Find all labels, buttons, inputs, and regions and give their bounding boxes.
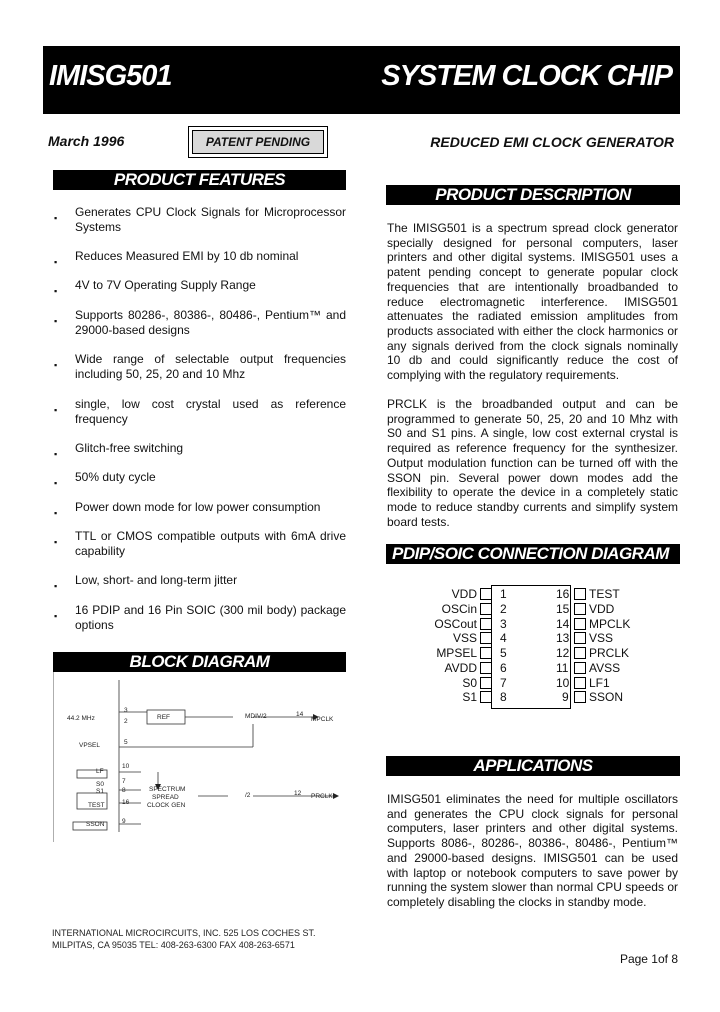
pin-name: OSCin (441, 602, 477, 616)
pin-number: 9 (562, 690, 569, 704)
diagram-label-pin8: 8 (122, 787, 126, 794)
diagram-label-pin2: 2 (124, 718, 128, 725)
diagram-label-pin14: 14 (296, 711, 304, 718)
feature-text: single, low cost crystal used as reference frequency (75, 397, 346, 426)
document-title: SYSTEM CLOCK CHIP (381, 60, 672, 92)
product-description-heading: PRODUCT DESCRIPTION (386, 185, 680, 205)
diagram-label-xtal: 44.2 MHz (67, 715, 95, 722)
pin-name: AVDD (444, 661, 477, 675)
list-item (54, 205, 346, 235)
description-paragraph: The IMISG501 is a spectrum spread clock generator specially designed for personal computers, laser printers and other digital systems. IMISG501 uses a patent pending concept to generate popular clock frequencies that are intentionally broadbanded to reduce electromagnetic interference. IMISG501 attenuates the radiated emission amplitudes from products associated with either the clock harmonics or any signals derived from the clock signals nominally 10 db and could significantly reduce the cost of complying with the regulatory requirements. (387, 221, 678, 383)
pin-number: 7 (500, 676, 507, 690)
pin-number: 10 (556, 676, 570, 690)
page-number: Page 1of 8 (619, 952, 678, 966)
pin-number: 2 (500, 602, 507, 616)
footer-address (52, 927, 316, 951)
list-item (54, 308, 346, 338)
bullet-icon: ▪ (54, 257, 58, 267)
pin-name: SSON (589, 690, 624, 704)
pin-name: S1 (462, 690, 477, 704)
bullet-icon: ▪ (54, 508, 58, 518)
bullet-icon: ▪ (54, 405, 58, 415)
pin-name: OSCout (434, 617, 477, 631)
diagram-label-pin3: 3 (124, 707, 128, 714)
feature-text: Low, short- and long-term jitter (75, 573, 238, 587)
pin-number: 11 (556, 661, 569, 675)
pin-name: LF1 (589, 676, 610, 690)
connection-diagram-heading: PDIP/SOIC CONNECTION DIAGRAM (386, 544, 680, 564)
diagram-label-pin16: 16 (122, 799, 130, 806)
diagram-label-sson: SSON (86, 821, 105, 828)
bullet-icon: ▪ (54, 360, 58, 370)
diagram-label-mpclk: MPCLK (311, 716, 334, 723)
list-item (54, 470, 346, 488)
pin-name: AVSS (589, 661, 621, 675)
bullet-icon: ▪ (54, 449, 58, 459)
diagram-label-s0: S0 (96, 781, 104, 788)
feature-text: Reduces Measured EMI by 10 db nominal (75, 249, 299, 263)
pin-number: 14 (556, 617, 570, 631)
bullet-icon: ▪ (54, 537, 58, 547)
header-bar (43, 46, 680, 114)
pin-row (0, 587, 720, 601)
patent-badge-label: PATENT PENDING (192, 130, 324, 154)
pin-number: 16 (556, 587, 570, 601)
pin-number: 3 (500, 617, 507, 631)
block-diagram-heading: BLOCK DIAGRAM (53, 652, 346, 672)
list-item (54, 529, 346, 559)
pin-name: MPSEL (436, 646, 477, 660)
diagram-label-pin7: 7 (122, 778, 126, 785)
diagram-label-spread: SPREAD (152, 794, 179, 801)
pin-box (574, 647, 586, 659)
applications-heading: APPLICATIONS (386, 756, 680, 776)
bullet-icon: ▪ (54, 316, 58, 326)
feature-text: Glitch-free switching (75, 441, 184, 455)
pin-row (0, 631, 720, 645)
pin-number: 12 (556, 646, 570, 660)
diagram-label-pin12: 12 (294, 790, 302, 797)
diagram-label-ref: REF (157, 714, 170, 721)
description-paragraph: PRCLK is the broadbanded output and can be programmed to generate 50, 25, 20 and 10 Mhz with S0 and S1 pins. A single, low cost external crystal is required as reference frequency for the synthesizer. Output modulation function can be turned off with the SSON pin. Several power down modes add the flexibility to operate the device in a completely static mode to reduce standby currents and simplify system board tests. (387, 397, 678, 529)
product-features-heading: PRODUCT FEATURES (53, 170, 346, 190)
bullet-icon: ▪ (54, 478, 58, 488)
pin-number: 8 (500, 690, 507, 704)
patent-badge (188, 126, 328, 158)
pin-name: PRCLK (589, 646, 630, 660)
pin-box (574, 691, 586, 703)
pin-box (574, 677, 586, 689)
feature-text: Power down mode for low power consumption (75, 500, 321, 514)
list-item (54, 397, 346, 427)
list-item (54, 441, 346, 459)
pin-number: 6 (500, 661, 507, 675)
feature-text: 16 PDIP and 16 Pin SOIC (300 mil body) package options (75, 603, 346, 632)
diagram-label-s1: S1 (96, 788, 104, 795)
pin-number: 5 (500, 646, 507, 660)
bullet-icon: ▪ (54, 213, 58, 223)
list-item (54, 352, 346, 382)
pin-number: 1 (500, 587, 507, 601)
pin-name: VSS (452, 631, 477, 645)
list-item (54, 573, 346, 591)
footer-line: INTERNATIONAL MICROCIRCUITS, INC. 525 LOS COCHES ST. (52, 928, 316, 938)
subtitle: REDUCED EMI CLOCK GENERATOR (430, 134, 674, 150)
pin-name: MPCLK (589, 617, 631, 631)
pin-name: VDD (451, 587, 477, 601)
pin-box (574, 618, 586, 630)
pin-name: TEST (589, 587, 620, 601)
applications-text: IMISG501 eliminates the need for multiple oscillators and generates the CPU clock signals for personal computers, laser printers and other digital systems. Supports 8086-, 80286-, 80386-, 80486-, Pentium™ and 29000-based designs. IMISG501 can be used with laptop or notebook computers to save power by running the system slower than normal CPU speeds or completely disabling the clocks in standby mode. (387, 792, 678, 909)
pin-box (574, 603, 586, 615)
diagram-label-lf: LF (96, 768, 104, 775)
pin-box (574, 662, 586, 674)
pin-row (0, 617, 720, 631)
diagram-label-vpsel: VPSEL (79, 742, 100, 749)
diagram-label-pin10: 10 (122, 763, 130, 770)
pin-number: 13 (556, 631, 570, 645)
bullet-icon: ▪ (54, 581, 58, 591)
diagram-label-div2: /2 (245, 792, 251, 799)
pin-box (574, 588, 586, 600)
feature-text: Generates CPU Clock Signals for Microprocessor Systems (75, 205, 346, 234)
pin-row (0, 676, 720, 690)
bullet-icon: ▪ (54, 611, 58, 621)
list-item (54, 249, 346, 267)
diagram-label-mdiv: MDIV/2 (245, 713, 267, 720)
diagram-label-pin9: 9 (122, 818, 126, 825)
feature-text: 4V to 7V Operating Supply Range (75, 278, 256, 292)
pin-row (0, 690, 720, 704)
diagram-label-pin5: 5 (124, 739, 128, 746)
bullet-icon: ▪ (54, 286, 58, 296)
pin-row (0, 602, 720, 616)
part-number: IMISG501 (49, 60, 172, 92)
feature-text: TTL or CMOS compatible outputs with 6mA drive capability (75, 529, 346, 558)
diagram-label-test: TEST (88, 802, 105, 809)
diagram-label-spectrum: SPECTRUM (149, 786, 186, 793)
diagram-label-prclk: PRCLK (311, 793, 333, 800)
feature-text: Wide range of selectable output frequencies including 50, 25, 20 and 10 Mhz (75, 352, 346, 381)
diagram-label-clockgen: CLOCK GEN (147, 802, 186, 809)
footer-line: MILPITAS, CA 95035 TEL: 408-263-6300 FAX 408-263-6571 (52, 940, 295, 950)
pin-number: 15 (556, 602, 570, 616)
date: March 1996 (48, 133, 125, 149)
pin-name: VSS (589, 631, 614, 645)
pin-number: 4 (500, 631, 507, 645)
pin-row (0, 646, 720, 660)
list-item (54, 278, 346, 296)
pin-box (574, 632, 586, 644)
pin-name: VDD (589, 602, 615, 616)
feature-text: 50% duty cycle (75, 470, 156, 484)
pin-name: S0 (462, 676, 477, 690)
feature-text: Supports 80286-, 80386-, 80486-, Pentium™ and 29000-based designs (75, 308, 346, 337)
list-item (54, 500, 346, 518)
pin-row (0, 661, 720, 675)
